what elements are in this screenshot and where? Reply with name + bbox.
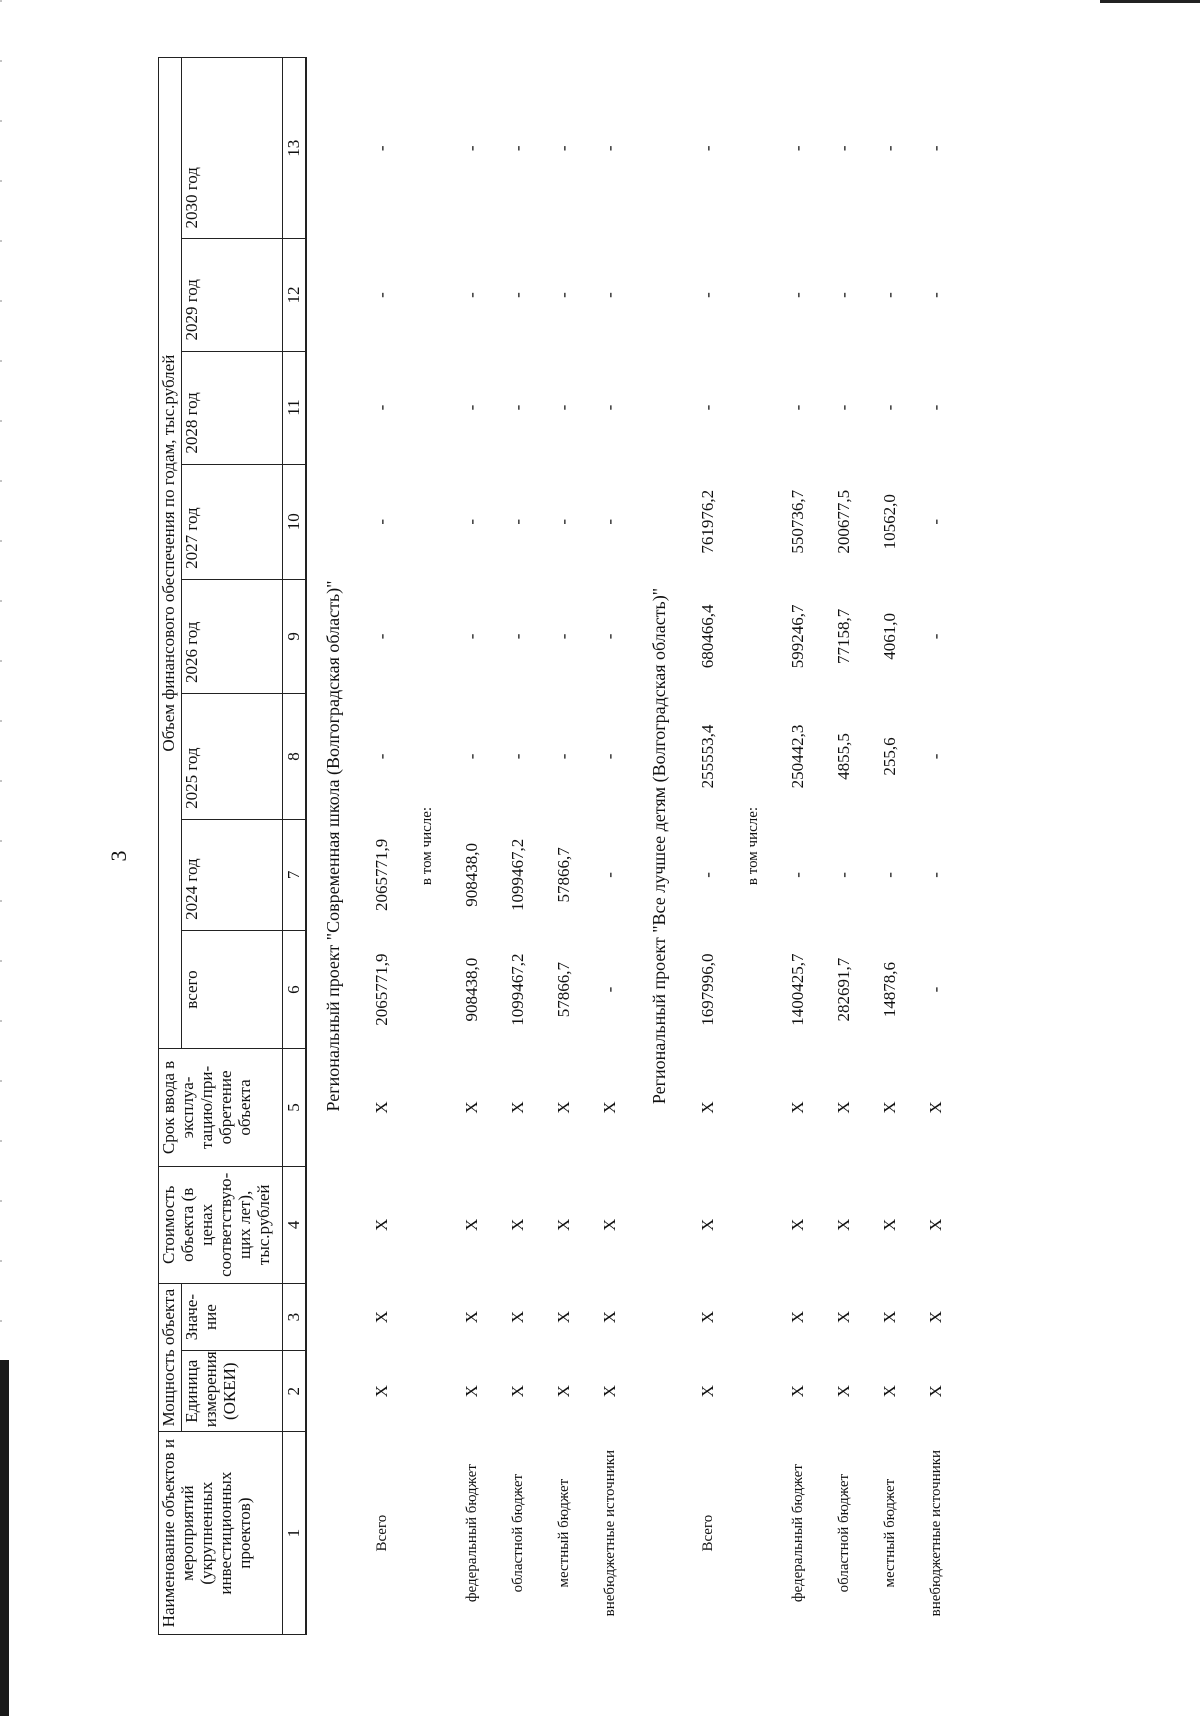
section-title-row [633, 58, 685, 1635]
table-cell: - [834, 292, 854, 298]
table-cell: 2065771,9 [372, 838, 392, 911]
table-cell: - [372, 404, 392, 411]
table-cell: - [372, 292, 392, 298]
table-cell: - [600, 986, 620, 993]
year-header: 2026 год [182, 579, 283, 693]
row-label: Всего [699, 1514, 716, 1552]
year-header: 2024 год [182, 819, 283, 930]
row-label: внебюджетные источники [601, 1449, 618, 1617]
funding-header: Объем финансового обеспечения по годам, тыс.рублей [159, 58, 182, 1049]
table-cell: - [926, 404, 946, 411]
table-cell: - [926, 145, 946, 152]
col-name-header: Наименование объектов и мероприятий (укрупненных инвестиционных проектов) [159, 1432, 283, 1635]
table-cell: Х [698, 1385, 718, 1398]
table-cell: Х [698, 1101, 718, 1114]
table-cell: Х [698, 1310, 718, 1324]
table-cell: Х [554, 1310, 574, 1324]
column-number: 5 [283, 1049, 307, 1166]
table-cell: Х [600, 1310, 620, 1324]
table-cell: - [554, 292, 574, 298]
total-header: всего [182, 930, 283, 1048]
table-cell: 250442,3 [788, 724, 808, 789]
column-number: 6 [283, 930, 307, 1048]
table-cell: Х [372, 1385, 392, 1398]
table-cell: - [600, 633, 620, 640]
row-label: областной бюджет [835, 1473, 852, 1593]
table-cell: - [834, 145, 854, 152]
table-cell: Х [462, 1310, 482, 1324]
table-cell: 14878,6 [880, 961, 900, 1018]
column-number: 1 [283, 1432, 307, 1635]
table-cell: 200677,5 [834, 489, 854, 554]
table-cell: Х [880, 1218, 900, 1231]
table-cell: Х [508, 1310, 528, 1324]
row-label: областной бюджет [509, 1473, 526, 1593]
table-cell: 255,6 [880, 737, 900, 776]
year-header: 2030 год [182, 58, 283, 240]
table-cell: 282691,7 [834, 957, 854, 1022]
table-row [685, 58, 731, 1635]
table-cell: - [880, 145, 900, 152]
table-cell: Х [880, 1385, 900, 1398]
table-cell: Х [372, 1101, 392, 1114]
table-cell: Х [508, 1218, 528, 1231]
subheading-row [405, 58, 449, 1635]
table-cell: - [788, 292, 808, 298]
table-cell: - [508, 404, 528, 411]
table-cell: Х [462, 1385, 482, 1398]
table-cell: - [698, 292, 718, 298]
section-title: Региональный проект "Все лучшее детям (Волгоградская область)" [648, 587, 669, 1105]
table-cell: Х [462, 1101, 482, 1114]
table-cell: - [600, 753, 620, 760]
table-cell: - [554, 633, 574, 640]
table-cell: Х [926, 1310, 946, 1324]
table-cell: Х [698, 1218, 718, 1231]
table-cell: 1400425,7 [788, 953, 808, 1026]
subheading: в том числе: [418, 806, 435, 886]
row-label: федеральный бюджет [789, 1464, 806, 1603]
table-row [587, 58, 633, 1635]
column-number: 11 [283, 351, 307, 464]
table-cell: Х [554, 1385, 574, 1398]
table-cell: 1099467,2 [508, 838, 528, 911]
funding-table [158, 57, 959, 1635]
table-cell: 4855,5 [834, 733, 854, 780]
year-header: 2027 год [182, 464, 283, 579]
table-cell: Х [880, 1310, 900, 1324]
table-cell: Х [834, 1310, 854, 1324]
section-title-row [306, 58, 359, 1635]
column-number: 9 [283, 579, 307, 693]
cost-header: Стоимость объекта (в ценах соответствую-щих лет), тыс.рублей [159, 1166, 283, 1283]
row-label: федеральный бюджет [463, 1464, 480, 1603]
table-cell: - [880, 404, 900, 411]
table-cell: Х [926, 1385, 946, 1398]
table-cell: Х [508, 1385, 528, 1398]
table-cell: Х [834, 1101, 854, 1114]
table-cell: - [698, 404, 718, 411]
column-number: 2 [283, 1351, 307, 1432]
table-row [449, 58, 495, 1635]
table-cell: - [554, 145, 574, 152]
table-cell: - [372, 633, 392, 640]
scan-artifact [0, 0, 2, 1360]
table-row [775, 58, 821, 1635]
table-row [495, 58, 541, 1635]
table-cell: - [926, 518, 946, 525]
capacity-header: Мощность объекта [159, 1283, 182, 1431]
table-cell: - [372, 753, 392, 760]
column-number: 4 [283, 1166, 307, 1283]
year-header: 2025 год [182, 694, 283, 820]
row-label: внебюджетные источники [927, 1449, 944, 1617]
table-cell: - [926, 633, 946, 640]
column-number: 7 [283, 819, 307, 930]
table-cell: - [462, 292, 482, 298]
table-cell: - [554, 404, 574, 411]
table-cell: - [788, 404, 808, 411]
table-cell: - [788, 145, 808, 152]
year-header: 2028 год [182, 351, 283, 464]
column-number: 12 [283, 239, 307, 351]
table-cell: - [834, 404, 854, 411]
table-cell: Х [600, 1101, 620, 1114]
table-cell: - [508, 753, 528, 760]
table-cell: Х [926, 1101, 946, 1114]
page-number: 3 [106, 850, 131, 862]
table-cell: Х [554, 1218, 574, 1231]
table-cell: 255553,4 [698, 724, 718, 789]
table-cell: Х [554, 1101, 574, 1114]
table-cell: - [926, 986, 946, 993]
table-cell: - [600, 518, 620, 525]
rotated-sheet [158, 57, 1200, 1635]
table-cell: - [926, 753, 946, 760]
table-cell: 2065771,9 [372, 953, 392, 1026]
section-title: Региональный проект "Современная школа (Волгоградская область)" [322, 580, 343, 1112]
table-cell: Х [508, 1101, 528, 1114]
table-cell: Х [600, 1218, 620, 1231]
table-row [821, 58, 867, 1635]
table-cell: Х [372, 1218, 392, 1231]
table-cell: - [600, 404, 620, 411]
year-header: 2029 год [182, 239, 283, 351]
table-cell: - [462, 753, 482, 760]
table-cell: - [372, 518, 392, 525]
table-cell: 4061,0 [880, 613, 900, 660]
table-cell: - [508, 145, 528, 152]
table-cell: 1697996,0 [698, 953, 718, 1026]
value-header: Значе-ние [182, 1283, 283, 1350]
table-cell: - [834, 872, 854, 878]
table-row [867, 58, 913, 1635]
table-cell: 599246,7 [788, 604, 808, 669]
table-cell: Х [788, 1101, 808, 1114]
column-number: 10 [283, 464, 307, 579]
scan-edge [0, 1360, 9, 1716]
table-cell: - [880, 292, 900, 298]
table-cell: 77158,7 [834, 608, 854, 665]
table-cell: 908438,0 [462, 957, 482, 1022]
table-cell: Х [462, 1218, 482, 1231]
row-label: Всего [373, 1514, 390, 1552]
table-cell: 10562,0 [880, 494, 900, 550]
table-cell: - [926, 872, 946, 878]
column-number: 8 [283, 694, 307, 820]
table-cell: - [698, 872, 718, 878]
table-row [359, 58, 405, 1635]
table-cell: - [372, 145, 392, 152]
table-cell: - [462, 518, 482, 525]
table-cell: Х [880, 1101, 900, 1114]
table-cell: - [462, 145, 482, 152]
column-number: 3 [283, 1283, 307, 1350]
table-cell: 57866,7 [554, 847, 574, 903]
table-cell: 550736,7 [788, 489, 808, 554]
table-cell: 761976,2 [698, 489, 718, 554]
table-cell: - [554, 518, 574, 525]
table-cell: Х [372, 1310, 392, 1324]
table-row [913, 58, 959, 1635]
table-cell: - [554, 753, 574, 760]
table-cell: 1099467,2 [508, 953, 528, 1026]
subheading: в том числе: [744, 806, 761, 886]
table-cell: - [462, 404, 482, 411]
table-cell: - [600, 145, 620, 152]
row-label: местный бюджет [881, 1478, 898, 1588]
table-cell: 680466,4 [698, 604, 718, 669]
unit-header: Единица измерения (ОКЕИ) [182, 1351, 283, 1432]
scan-edge [1100, 0, 1200, 3]
column-number: 13 [283, 58, 307, 240]
table-cell: 57866,7 [554, 961, 574, 1018]
table-row [541, 58, 587, 1635]
table-cell: - [600, 292, 620, 298]
table-cell: - [508, 633, 528, 640]
term-header: Срок ввода в эксплуа-тацию/при-обретение объекта [159, 1049, 283, 1166]
table-cell: Х [926, 1218, 946, 1231]
table-cell: Х [788, 1218, 808, 1231]
table-cell: - [508, 518, 528, 525]
table-cell: Х [834, 1385, 854, 1398]
table-cell: - [880, 872, 900, 878]
table-cell: - [508, 292, 528, 298]
table-cell: Х [834, 1218, 854, 1231]
subheading-row [731, 58, 775, 1635]
table-cell: 908438,0 [462, 843, 482, 907]
table-cell: - [788, 872, 808, 878]
table-cell: Х [788, 1310, 808, 1324]
table-cell: - [462, 633, 482, 640]
table-cell: - [926, 292, 946, 298]
table-cell: - [600, 872, 620, 878]
table-cell: - [698, 145, 718, 152]
table-cell: Х [600, 1385, 620, 1398]
table-cell: Х [788, 1385, 808, 1398]
row-label: местный бюджет [555, 1478, 572, 1588]
